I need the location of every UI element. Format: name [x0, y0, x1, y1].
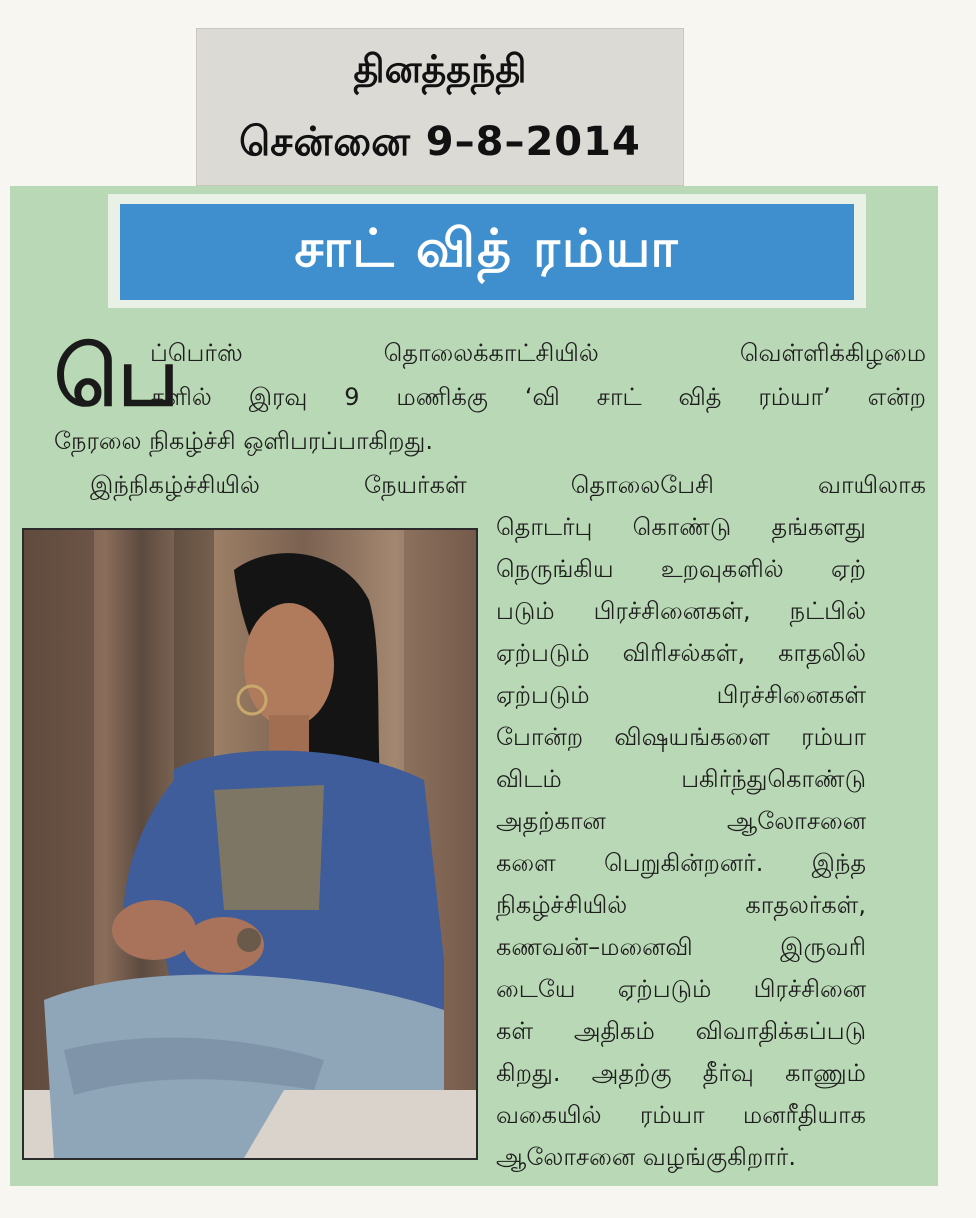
- body-line: வகையில் ரம்யா மனரீதியாக: [496, 1101, 866, 1129]
- body-line: களில் இரவு 9 மணிக்கு ‘வி சாட் வித் ரம்யா’ என்ற: [150, 383, 926, 411]
- body-line: கிறது. அதற்கு தீர்வு காணும்: [496, 1059, 866, 1087]
- body-line: விடம் பகிர்ந்துகொண்டு: [496, 765, 866, 793]
- dateline: சென்னை 9–8–2014: [239, 119, 641, 165]
- body-line: அதற்கான ஆலோசனை: [496, 807, 866, 835]
- newspaper-name: தினத்தந்தி: [353, 47, 527, 91]
- news-clipping: [10, 186, 938, 1186]
- headline-band: [108, 194, 866, 308]
- body-line: கணவன்–மனைவி இருவரி: [496, 933, 866, 961]
- body-line: டையே ஏற்படும் பிரச்சினை: [496, 975, 866, 1003]
- body-line: ஆலோசனை வழங்குகிறார்.: [496, 1143, 796, 1171]
- body-line: இந்நிகழ்ச்சியில் நேயர்கள் தொலைபேசி வாயிலாக: [90, 471, 926, 499]
- body-line: நிகழ்ச்சியில் காதலர்கள்,: [496, 891, 866, 919]
- body-line: நெருங்கிய உறவுகளில் ஏற்: [496, 555, 866, 583]
- portrait-photo: [22, 528, 478, 1160]
- body-line: படும் பிரச்சினைகள், நட்பில்: [496, 597, 866, 625]
- body-line: ஏற்படும் விரிசல்கள், காதலில்: [496, 639, 866, 667]
- drop-cap: பெ: [54, 330, 179, 425]
- body-line: ஏற்படும் பிரச்சினைகள்: [496, 681, 866, 709]
- body-line: கள் அதிகம் விவாதிக்கப்படு: [496, 1017, 866, 1045]
- body-line: களை பெறுகின்றனர். இந்த: [496, 849, 866, 877]
- headline-box: [120, 204, 854, 300]
- portrait-illustration: [24, 530, 476, 1158]
- body-line: ப்பெர்ஸ் தொலைக்காட்சியில் வெள்ளிக்கிழமை: [150, 339, 926, 367]
- masthead: [196, 28, 684, 186]
- body-line: தொடர்பு கொண்டு தங்களது: [496, 513, 866, 541]
- body-line: போன்ற விஷயங்களை ரம்யா: [496, 723, 866, 751]
- body-line: நேரலை நிகழ்ச்சி ஒளிபரப்பாகிறது.: [54, 427, 433, 455]
- headline: சாட் வித் ரம்யா: [294, 218, 680, 279]
